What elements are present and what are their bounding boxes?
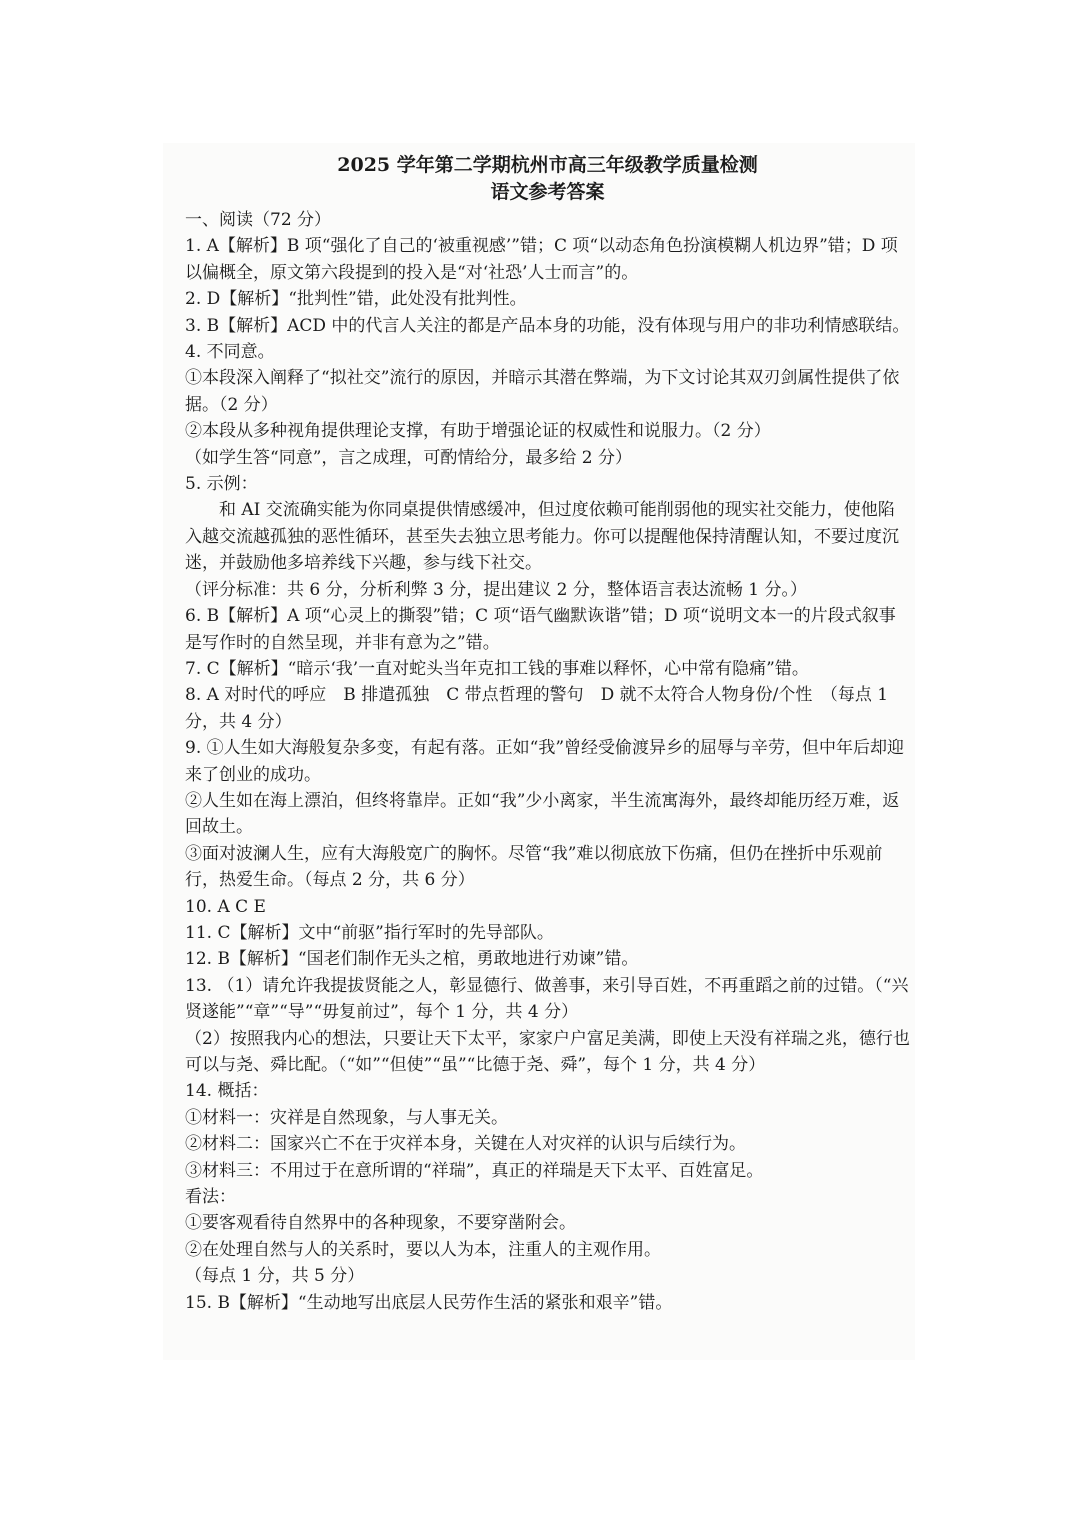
answer-13-part-2: （2）按照我内心的想法，只要让天下太平，家家户户富足美满，即使上天没有祥瑞之兆，德行也可以与尧、舜比配。（“如”“但使”“虽”“比德于尧、舜”，每个 1 分，共 4 分）	[185, 1028, 910, 1075]
answer-14-view-2: ②在处理自然与人的关系时，要以人为本，注重人的主观作用。	[185, 1239, 661, 1260]
answer-10: 10. A C E	[185, 896, 266, 917]
answer-3: 3. B【解析】ACD 中的代言人关注的都是产品本身的功能，没有体现与用户的非功利情感联结。	[185, 315, 910, 336]
answer-12: 12. B【解析】“国老们制作无头之棺，勇敢地进行劝谏”错。	[185, 949, 639, 970]
answer-9-point-1: 9. ①人生如大海般复杂多变，有起有落。正如“我”曾经受偷渡异乡的屈辱与辛劳，但中年后却迎来了创业的成功。	[185, 738, 905, 785]
answer-8: 8. A 对时代的呼应 B 排遣孤独 C 带点哲理的警句 D 就不太符合人物身份/个性 （每点 1 分，共 4 分）	[185, 685, 889, 732]
answer-4-note: （如学生答“同意”，言之成理，可酌情给分，最多给 2 分）	[185, 447, 633, 468]
answer-13-part-1: 13. （1）请允许我提拔贤能之人，彰显德行、做善事，来引导百姓，不再重蹈之前的过错。（“兴贤遂能”“章”“导”“毋复前过”，每个 1 分，共 4 分）	[185, 975, 909, 1023]
answer-14-material-2: ②材料二：国家兴亡不在于灾祥本身，关键在人对灾祥的认识与后续行为。	[185, 1134, 746, 1155]
answer-7: 7. C【解析】“暗示‘我’一直对蛇头当年克扣工钱的事难以释怀，心中常有隐痛”错。	[185, 658, 809, 679]
answer-4-point-1: ①本段深入阐释了“拟社交”流行的原因，并暗示其潜在弊端，为下文讨论其双刃剑属性提供了依据。（2 分）	[185, 368, 900, 415]
answer-key-content	[185, 152, 910, 1316]
document-title: 2025 学年第二学期杭州市高三年级教学质量检测	[337, 154, 758, 176]
answer-9-point-3: ③面对波澜人生，应有大海般宽广的胸怀。尽管“我”难以彻底放下伤痛，但仍在挫折中乐观前行，热爱生命。（每点 2 分，共 6 分）	[185, 843, 883, 891]
section-heading-reading: 一、阅读（72 分）	[185, 210, 332, 230]
answer-5-scoring: （评分标准：共 6 分，分析利弊 3 分，提出建议 2 分，整体语言表达流畅 1 分。）	[185, 579, 807, 600]
answer-14-view-1: ①要客观看待自然界中的各种现象，不要穿凿附会。	[185, 1213, 576, 1234]
answer-14-scoring: （每点 1 分，共 5 分）	[185, 1266, 365, 1287]
answer-11: 11. C【解析】文中“前驱”指行军时的先导部队。	[185, 922, 554, 943]
answer-5: 5. 示例：	[185, 474, 258, 495]
answer-4-point-2: ②本段从多种视角提供理论支撑，有助于增强论证的权威性和说服力。（2 分）	[185, 421, 771, 442]
answer-1: 1. A【解析】B 项“强化了自己的‘被重视感’”错；C 项“以动态角色扮演模糊人机边界”错；D 项以偏概全，原文第六段提到的投入是“对‘社恐’人士而言”的。	[185, 236, 898, 283]
answer-5-sample: 和 AI 交流确实能为你同桌提供情感缓冲，但过度依赖可能削弱他的现实社交能力，使他陷入越交流越孤独的恶性循环，甚至失去独立思考能力。你可以提醒他保持清醒认知，不要过度沉迷，并鼓励他多培养线下兴趣，参与线下社交。	[185, 500, 899, 574]
answer-2: 2. D【解析】“批判性”错，此处没有批判性。	[185, 289, 527, 310]
document-subtitle: 语文参考答案	[490, 181, 605, 203]
answer-4: 4. 不同意。	[185, 342, 275, 363]
answer-15: 15. B【解析】“生动地写出底层人民劳作生活的紧张和艰辛”错。	[185, 1292, 673, 1313]
answer-9-point-2: ②人生如在海上漂泊，但终将靠岸。正如“我”少小离家，半生流寓海外，最终却能历经万难，返回故土。	[185, 790, 900, 838]
answer-14-material-3: ③材料三：不用过于在意所谓的“祥瑞”，真正的祥瑞是天下太平、百姓富足。	[185, 1160, 764, 1181]
answer-14-summary: 14. 概括：	[185, 1081, 269, 1102]
answer-6: 6. B【解析】A 项“心灵上的撕裂”错；C 项“语气幽默诙谐”错；D 项“说明文本一的片段式叙事是写作时的自然呈现，并非有意为之”错。	[185, 606, 896, 653]
answer-14-material-1: ①材料一：灾祥是自然现象，与人事无关。	[185, 1107, 508, 1128]
answer-14-views: 看法：	[185, 1187, 236, 1208]
